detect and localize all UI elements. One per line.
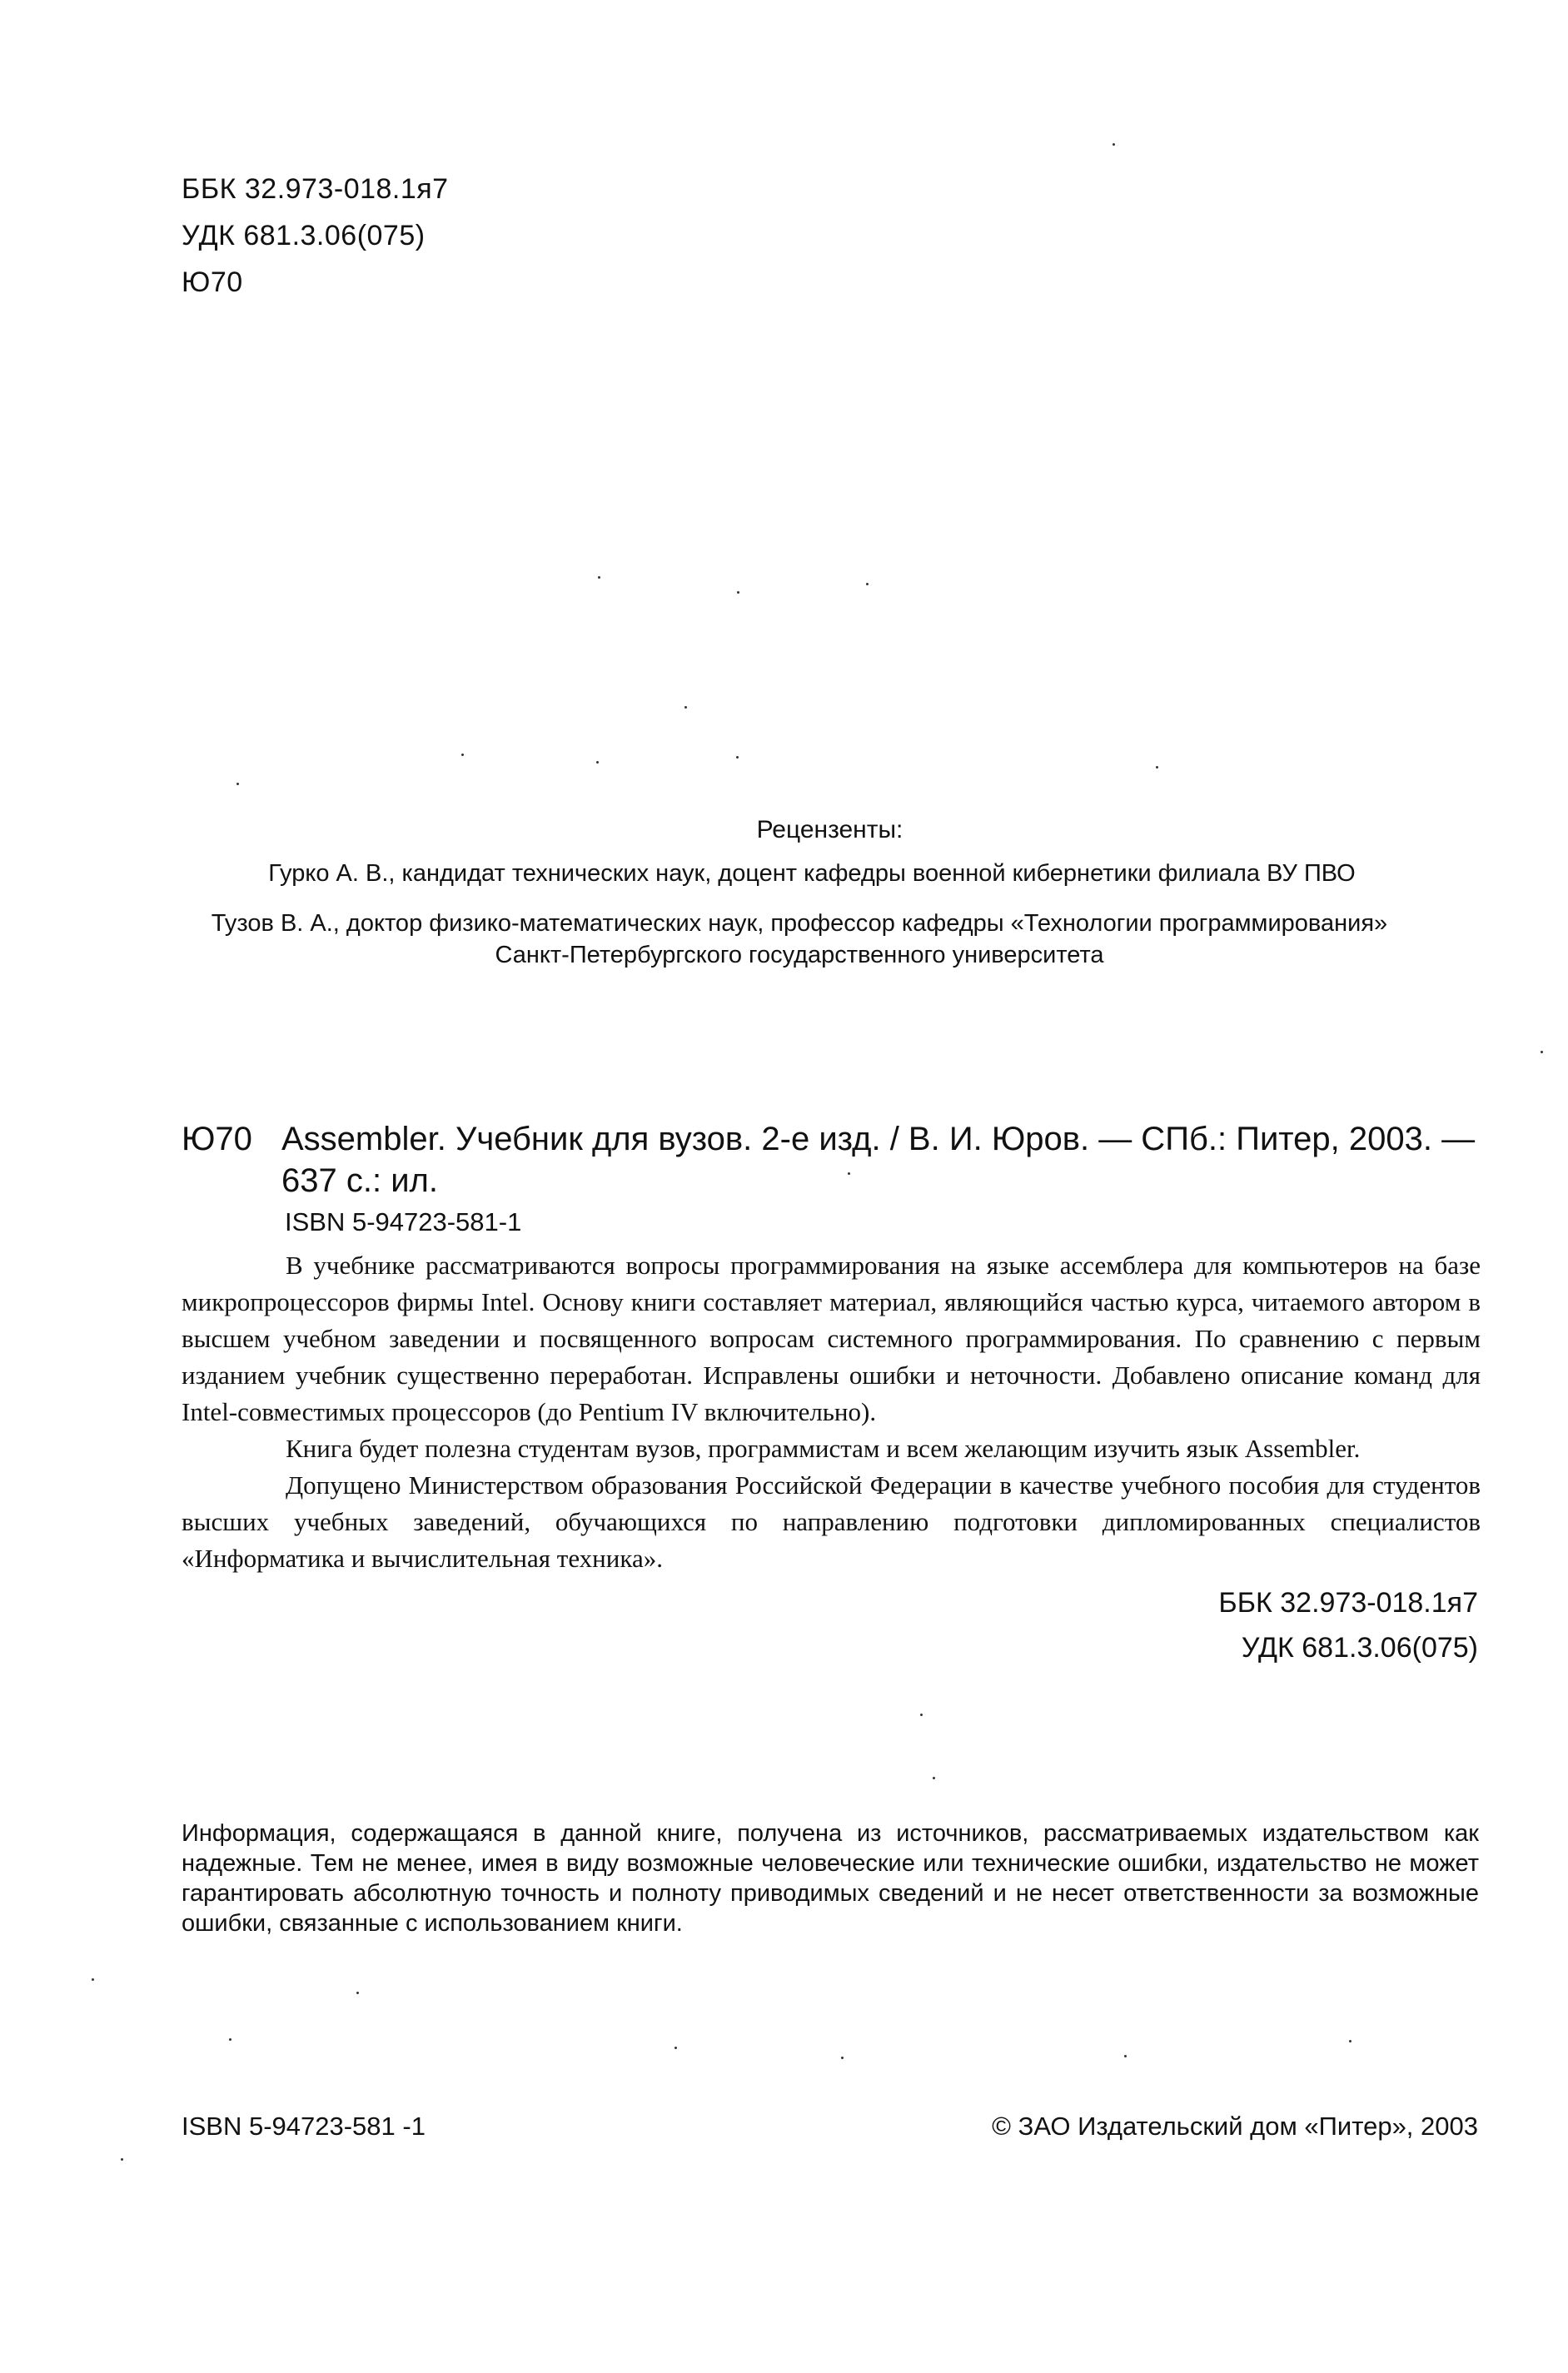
scan-speck <box>598 576 600 579</box>
scan-speck <box>866 583 869 585</box>
reviewers-heading: Рецензенты: <box>756 816 903 843</box>
bib-author-mark: Ю70 <box>182 1121 252 1157</box>
reviewer-2-line-2: Санкт-Петербургского государственного университета <box>495 942 1104 968</box>
scan-speck <box>1541 1051 1543 1053</box>
scan-speck <box>1349 2040 1351 2042</box>
disclaimer-text: Информация, содержащаяся в данной книге, получена из источников, рассматриваемых издательством как надежные. Тем не менее, имея в виду возможные человеческие или технические ошибки, издательство не может гарантировать абсолютную точность и полноту приводимых сведений и не несет ответственности за возможные ошибки, связанные с использованием книги. <box>182 1820 1479 1937</box>
scan-speck <box>1113 143 1115 146</box>
footer-isbn: ISBN 5-94723-581 -1 <box>182 2112 426 2141</box>
reviewer-2-line-1: Тузов В. А., доктор физико-математических наук, профессор кафедры «Технологии программирования» <box>211 910 1388 937</box>
bbk-code-top: ББК 32.973-018.1я7 <box>182 173 449 205</box>
bib-pages-line: 637 с.: ил. <box>281 1162 438 1199</box>
abstract <box>182 1247 1481 1577</box>
author-mark-top: Ю70 <box>182 266 243 298</box>
abstract-paragraph-3: Допущено Министерством образования Российской Федерации в качестве учебного пособия для студентов высших учебных заведений, обучающихся по направлению подготовки дипломированных специалистов «Информатика и вычислительная техника». <box>182 1470 1481 1573</box>
scan-speck <box>736 756 739 759</box>
footer-copyright: © ЗАО Издательский дом «Питер», 2003 <box>992 2112 1478 2141</box>
scan-speck <box>1156 766 1158 769</box>
scan-speck <box>841 2057 844 2059</box>
abstract-paragraph-2: Книга будет полезна студентам вузов, программистам и всем желающим изучить язык Assembler. <box>286 1434 1361 1463</box>
bbk-code-bottom: ББК 32.973-018.1я7 <box>1218 1587 1478 1619</box>
scan-speck <box>596 761 599 764</box>
scan-speck <box>461 754 464 756</box>
scan-speck <box>684 706 687 709</box>
scan-speck <box>236 783 239 785</box>
bib-isbn: ISBN 5-94723-581-1 <box>285 1207 522 1236</box>
scan-speck <box>1124 2055 1127 2057</box>
scan-speck <box>737 591 739 594</box>
scan-speck <box>356 1992 359 1994</box>
bib-title-line: Assembler. Учебник для вузов. 2-е изд. / В. И. Юров. — СПб.: Питер, 2003. — <box>281 1121 1476 1157</box>
scan-speck <box>92 1978 94 1981</box>
scan-speck <box>674 2047 677 2049</box>
reviewer-1: Гурко А. В., кандидат технических наук, доцент кафедры военной кибернетики филиала ВУ ПВО <box>268 860 1356 887</box>
scan-speck <box>121 2158 123 2161</box>
udk-code-bottom: УДК 681.3.06(075) <box>1241 1632 1478 1664</box>
scan-speck <box>229 2038 231 2041</box>
scan-speck <box>920 1714 923 1716</box>
scan-speck <box>848 1172 850 1175</box>
udk-code-top: УДК 681.3.06(075) <box>182 220 426 251</box>
abstract-paragraph-1: В учебнике рассматриваются вопросы программирования на языке ассемблера для компьютеров на базе микропроцессоров фирмы Intel. Основу книги составляет материал, являющийся частью курса, читаемого автором в высшем учебном заведении и посвященного вопросам системного программирования. По сравнению с первым изданием учебник существенно переработан. Исправлены ошибки и неточности. Добавлено описание команд для Intel-совместимых процессоров (до Pentium IV включительно). <box>182 1251 1481 1426</box>
scan-speck <box>933 1777 935 1779</box>
